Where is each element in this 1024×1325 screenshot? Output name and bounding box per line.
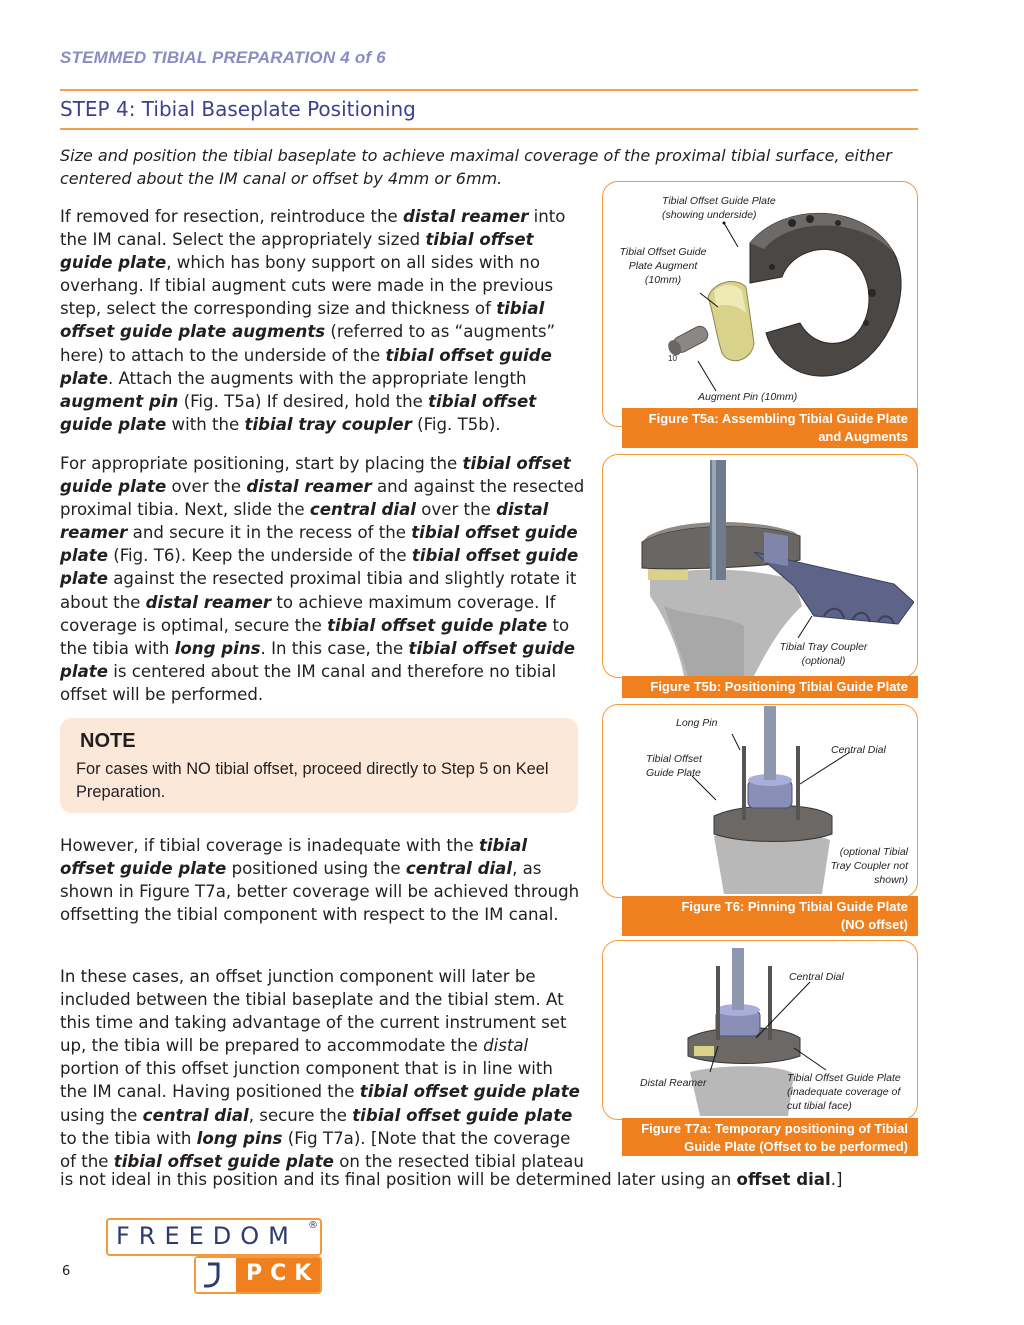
pin-size-mark: 10 [668,354,677,363]
figure-t5a-caption: Figure T5a: Assembling Tibial Guide Plate and Augments [622,408,918,448]
paragraph-positioning: For appropriate positioning, start by placing the tibial offset guide plate over the distal reamer and against the resected proximal tibia. Next, slide the central dial over the distal reamer and secure it in the recess of the tibial offset guide plate (Fig. T6). Keep the underside of the tibial offset guide plate against the resected proximal tibia and slightly rotate it about the distal reamer to achieve maximum coverage. If coverage is optimal, secure the tibial offset guide plate to the tibia with long pins. In this case, the tibial offset guide plate is centered about the IM canal and therefore no tibial offset will be performed. [60,454,585,704]
paragraph-inadequate-coverage: However, if tibial coverage is inadequate with the tibial offset guide plate positioned using the central dial, as shown in Figure T7a, better coverage will be achieved through offsetting the tibial component with respect to the IM canal. [60,836,580,925]
label-guide-plate-t7a: Tibial Offset Guide Plate (inadequate coverage of cut tibial face) [787,1072,901,1112]
logo-emblem-icon [200,1260,232,1290]
intro-text: Size and position the tibial baseplate to achieve maximal coverage of the proximal tibial surface, either centered about the IM canal or offset by 4mm or 6mm. [60,146,892,188]
label-augment: Tibial Offset Guide Plate Augment (10mm) [619,246,707,286]
label-plate-underside: Tibial Offset Guide Plate (showing underside) [662,195,776,221]
label-central-dial-t6: Central Dial [831,744,886,756]
note-title: NOTE [80,730,136,752]
label-augment-pin: Augment Pin (10mm) [698,391,798,403]
logo-pck-text: PCK [246,1261,320,1286]
note-text: For cases with NO tibial offset, proceed directly to Step 5 on Keel Preparation. [76,760,549,801]
label-central-dial-t7a: Central Dial [789,971,844,983]
paragraph-offset-junction: In these cases, an offset junction component will later be included between the tibial baseplate and the tibial stem. At this time and taking advantage of the current instrument set up, the tibia will be prepared to accommodate the distal portion of this offset junction component that is in line with the IM canal. Having positioned the tibial offset guide plate using the central dial, secure the tibial offset guide plate to the tibia with long pins (Fig T7a). [Note that the coverage of the tibial offset guide plate on the resected tibial plateau [60,967,584,1171]
label-long-pin: Long Pin [676,717,718,729]
divider-top [60,89,918,91]
figure-t5b-caption: Figure T5b: Positioning Tibial Guide Plate [622,676,918,698]
label-distal-reamer: Distal Reamer [640,1077,707,1089]
label-optional-coupler: (optional Tibial Tray Coupler not shown) [830,846,908,886]
figure-t6-caption: Figure T6: Pinning Tibial Guide Plate (NO offset) [622,896,918,936]
label-tray-coupler: Tibial Tray Coupler (optional) [779,641,868,667]
paragraph-reintroduce-reamer: If removed for resection, reintroduce the distal reamer into the IM canal. Select the appropriately sized tibial offset guide plate, which has bony support on all sides with no overhang. If tibial augment cuts were made in the previous step, select the corresponding size and thickness of tibial offset guide plate augments (referred to as “augments” here) to attach to the underside of the tibial offset guide plate. Attach the augments with the appropriate length augment pin (Fig. T5a) If desired, hold the tibial offset guide plate with the tibial tray coupler (Fig. T5b). [60,207,566,434]
page-number: 6 [62,1264,71,1279]
divider-bottom [60,128,918,130]
logo-freedom-text: FREEDOM [116,1222,298,1250]
logo-registered-mark: ® [308,1220,318,1231]
step-title: STEP 4: Tibial Baseplate Positioning [60,97,416,121]
section-header: STEMMED TIBIAL PREPARATION 4 of 6 [60,48,386,67]
paragraph-final-line: is not ideal in this position and its final position will be determined later using an offset dial.] [60,1170,843,1189]
label-guide-plate-t6: Tibial Offset Guide Plate [646,753,702,779]
figure-t7a-caption: Figure T7a: Temporary positioning of Tibial Guide Plate (Offset to be performed) [622,1118,918,1156]
